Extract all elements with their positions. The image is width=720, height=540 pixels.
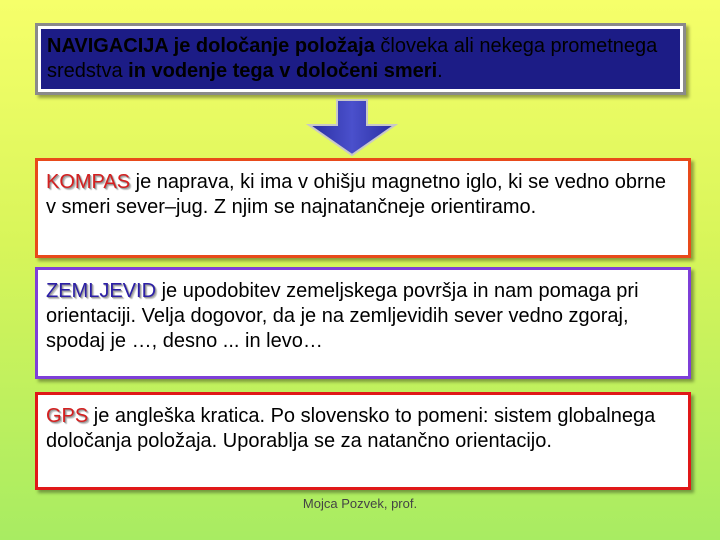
navigation-definition-text: človeka ali nekega prometnega sredstva xyxy=(47,35,658,82)
down-arrow-icon xyxy=(306,99,398,157)
kompas-term: KOMPAS xyxy=(46,171,131,193)
navigation-definition-bold-end: in vodenje tega v določeni smeri xyxy=(128,60,438,82)
author-footer: Mojca Pozvek, prof. xyxy=(302,496,418,511)
kompas-box xyxy=(35,158,691,258)
navigation-definition-bold: je določanje položaja xyxy=(168,35,375,57)
zemljevid-text: je upodobitev zemeljskega površja in nam pomaga pri orientaciji. Velja dogovor, da je na zemljevidih sever vedno zgoraj, spodaj je …, desno ... in levo… xyxy=(46,280,639,352)
gps-box xyxy=(35,392,691,490)
kompas-text: je naprava, ki ima v ohišju magnetno iglo, ki se vedno obrne v smeri sever–jug. Z njim se najnatančneje orientiramo. xyxy=(46,171,666,218)
navigation-term: NAVIGACIJA xyxy=(47,35,169,57)
navigation-definition-panel xyxy=(41,29,680,89)
gps-text: je angleška kratica. Po slovensko to pomeni: sistem globalnega določanja položaja. Uporablja se za natančno orientacijo. xyxy=(46,405,656,452)
gps-term: GPS xyxy=(46,405,89,427)
navigation-definition-period: . xyxy=(437,60,443,82)
navigation-definition-box xyxy=(35,23,686,95)
zemljevid-term: ZEMLJEVID xyxy=(46,280,157,302)
zemljevid-box xyxy=(35,267,691,379)
